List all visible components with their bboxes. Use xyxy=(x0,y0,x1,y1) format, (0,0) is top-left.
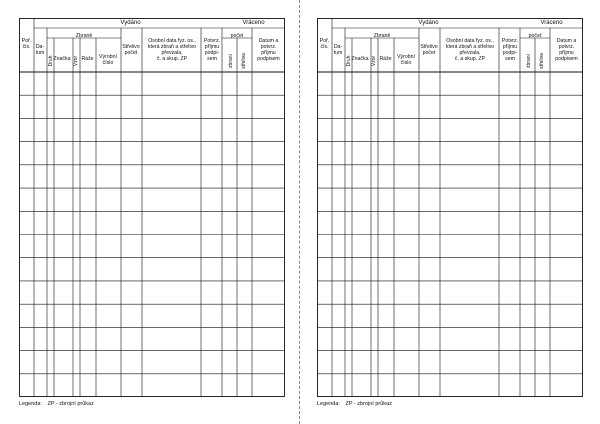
col-header-order-number: Poř. čís. xyxy=(319,38,330,50)
col-header-ammo-returned: střeliva xyxy=(539,53,545,69)
legend xyxy=(19,401,98,407)
legend-label: Legenda: xyxy=(317,401,340,407)
weapons-header: Zbraně xyxy=(75,33,93,39)
col-header-ammo-count: Střelivo počet xyxy=(420,44,438,56)
col-header-return-date-signature: Datum a potvrz. příjmu podpisem xyxy=(257,38,280,62)
issued-header: Vydáno xyxy=(418,20,439,26)
returned-header: Vráceno xyxy=(540,20,563,26)
col-header-weapons-count: zbraní xyxy=(526,54,532,68)
legend-text: ZP - zbrojní průkaz xyxy=(345,401,392,407)
col-header-caliber: Ráže xyxy=(81,56,94,62)
col-header-date: Da- tum xyxy=(333,44,343,56)
legend-label: Legenda: xyxy=(19,401,42,407)
col-header-order-number: Poř. čís. xyxy=(21,38,32,50)
col-header-model: Vzor xyxy=(371,55,377,67)
col-header-brand: Značka xyxy=(351,56,369,62)
table-grid xyxy=(19,18,285,397)
col-header-return-date-signature: Datum a potvrz. příjmu podpisem xyxy=(555,38,578,62)
issued-header: Vydáno xyxy=(120,20,141,26)
col-header-type: Druh xyxy=(346,55,352,67)
col-header-brand: Značka xyxy=(53,56,71,62)
col-header-personal-data: Osobní data fyz. os., která zbraň a střelivo převzala, č. a skup. ZP xyxy=(445,38,495,62)
count-header: počet xyxy=(528,33,542,39)
table-border xyxy=(318,19,583,397)
table-border xyxy=(20,19,285,397)
count-header: počet xyxy=(230,33,244,39)
col-header-signature: Potvrz. příjmu podpi- sem xyxy=(501,38,519,62)
col-header-serial-number: Výrobní číslo xyxy=(99,54,117,66)
col-header-weapons-count: zbraní xyxy=(228,54,234,68)
col-header-date: Da- tum xyxy=(35,44,45,56)
returned-header: Vráceno xyxy=(242,20,265,26)
col-header-caliber: Ráže xyxy=(379,56,392,62)
weapons-header: Zbraně xyxy=(373,33,391,39)
issue-register-table xyxy=(317,18,583,397)
legend-text: ZP - zbrojní průkaz xyxy=(47,401,94,407)
col-header-signature: Potvrz. příjmu podpi- sem xyxy=(203,38,221,62)
issue-register-table xyxy=(19,18,285,397)
col-header-type: Druh xyxy=(48,55,54,67)
legend xyxy=(317,401,396,407)
col-header-ammo-count: Střelivo počet xyxy=(122,44,140,56)
col-header-personal-data: Osobní data fyz. os., která zbraň a střelivo převzala, č. a skup. ZP xyxy=(147,38,197,62)
form-page-right xyxy=(300,0,600,424)
table-grid xyxy=(317,18,583,397)
col-header-serial-number: Výrobní číslo xyxy=(397,54,415,66)
col-header-ammo-returned: střeliva xyxy=(241,53,247,69)
col-header-model: Vzor xyxy=(73,55,79,67)
